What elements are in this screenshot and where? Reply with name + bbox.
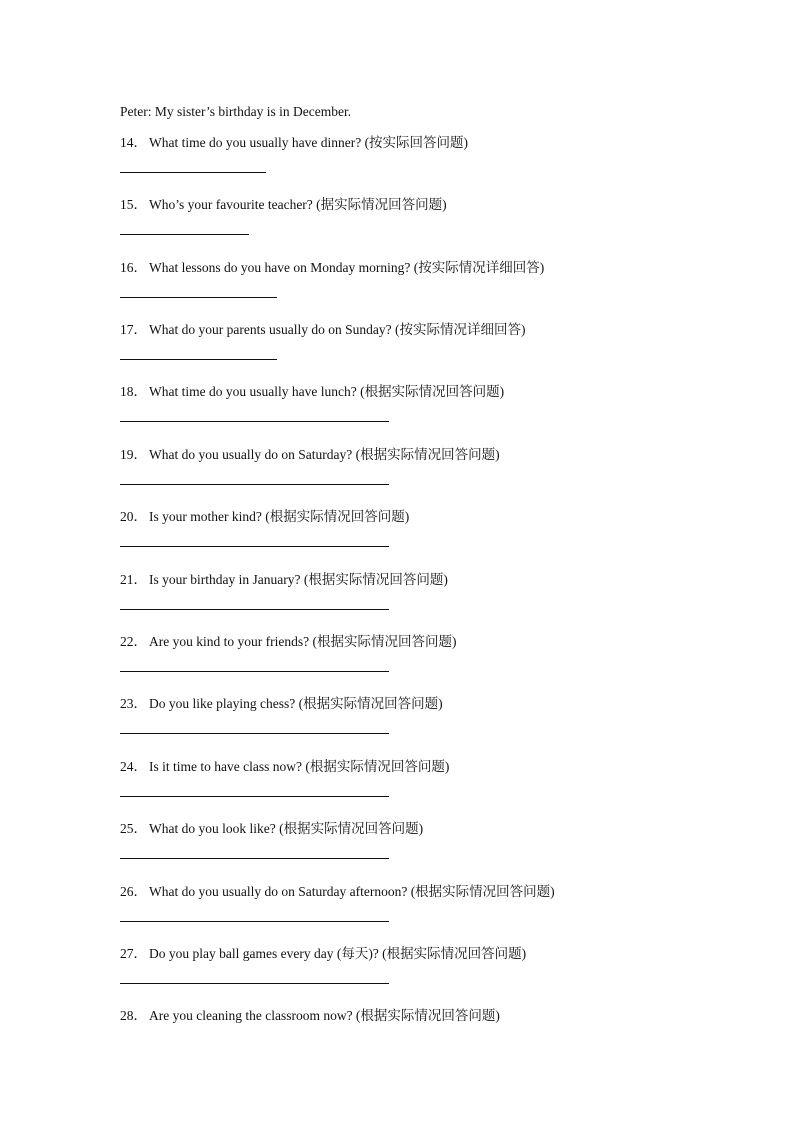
question-number: 21． [120,572,147,587]
question-number: 16． [120,260,147,275]
answer-blank[interactable] [120,546,389,547]
answer-blank[interactable] [120,421,389,422]
question-number: 17． [120,322,147,337]
answer-blank[interactable] [120,609,389,610]
question-number: 15． [120,197,147,212]
question-prompt: Are you cleaning the classroom now? (根据实际情况回答问题) [149,1008,500,1023]
question-prompt: What do you look like? (根据实际情况回答问题) [149,821,424,836]
question-prompt: Is your birthday in January? (根据实际情况回答问题) [149,572,448,587]
question-item [120,259,680,277]
question-text [120,1007,680,1025]
answer-blank[interactable] [120,671,389,672]
question-text [120,196,680,214]
question-number: 22． [120,634,147,649]
answer-blank[interactable] [120,297,277,298]
question-item [120,1007,680,1025]
answer-blank[interactable] [120,858,389,859]
question-prompt: Is your mother kind? (根据实际情况回答问题) [149,509,410,524]
question-item [120,196,680,214]
question-number: 19． [120,447,147,462]
question-text [120,945,680,963]
question-item [120,945,680,963]
question-item [120,508,680,526]
answer-blank[interactable] [120,733,389,734]
answer-blank[interactable] [120,234,249,235]
question-prompt: What do you usually do on Saturday? (根据实际情况回答问题) [149,447,500,462]
question-prompt: What time do you usually have lunch? (根据实际情况回答问题) [149,384,505,399]
question-item [120,820,680,838]
question-prompt: Do you play ball games every day (每天)? (根据实际情况回答问题) [149,946,527,961]
question-text [120,695,680,713]
answer-blank[interactable] [120,921,389,922]
question-prompt: What do your parents usually do on Sunday? (按实际情况详细回答) [149,322,526,337]
question-text [120,571,680,589]
question-prompt: Is it time to have class now? (根据实际情况回答问题) [149,759,450,774]
question-text [120,383,680,401]
answer-blank[interactable] [120,796,389,797]
question-text [120,134,680,152]
question-number: 23． [120,696,147,711]
question-prompt: Are you kind to your friends? (根据实际情况回答问题) [149,634,457,649]
question-prompt: What time do you usually have dinner? (按实际回答问题) [149,135,469,150]
question-text [120,820,680,838]
answer-blank[interactable] [120,484,389,485]
question-item [120,571,680,589]
question-number: 18． [120,384,147,399]
question-number: 25． [120,821,147,836]
question-item [120,695,680,713]
question-item [120,321,680,339]
question-number: 26． [120,884,147,899]
question-text [120,758,680,776]
dialogue-line: Peter: My sister’s birthday is in December. [120,104,352,119]
question-text [120,508,680,526]
answer-blank[interactable] [120,172,266,173]
answer-blank[interactable] [120,359,277,360]
question-text [120,321,680,339]
question-number: 14． [120,135,147,150]
question-text [120,259,680,277]
question-text [120,446,680,464]
question-number: 27． [120,946,147,961]
question-prompt: What do you usually do on Saturday afternoon? (根据实际情况回答问题) [149,884,555,899]
question-item [120,758,680,776]
question-text [120,883,680,901]
question-prompt: What lessons do you have on Monday morning? (按实际情况详细回答) [149,260,545,275]
question-number: 20． [120,509,147,524]
question-prompt: Do you like playing chess? (根据实际情况回答问题) [149,696,443,711]
question-prompt: Who’s your favourite teacher? (据实际情况回答问题) [149,197,447,212]
question-item [120,134,680,152]
answer-blank[interactable] [120,983,389,984]
question-item [120,633,680,651]
question-number: 28． [120,1008,147,1023]
question-item [120,446,680,464]
question-item [120,883,680,901]
question-item [120,383,680,401]
question-number: 24． [120,759,147,774]
question-text [120,633,680,651]
